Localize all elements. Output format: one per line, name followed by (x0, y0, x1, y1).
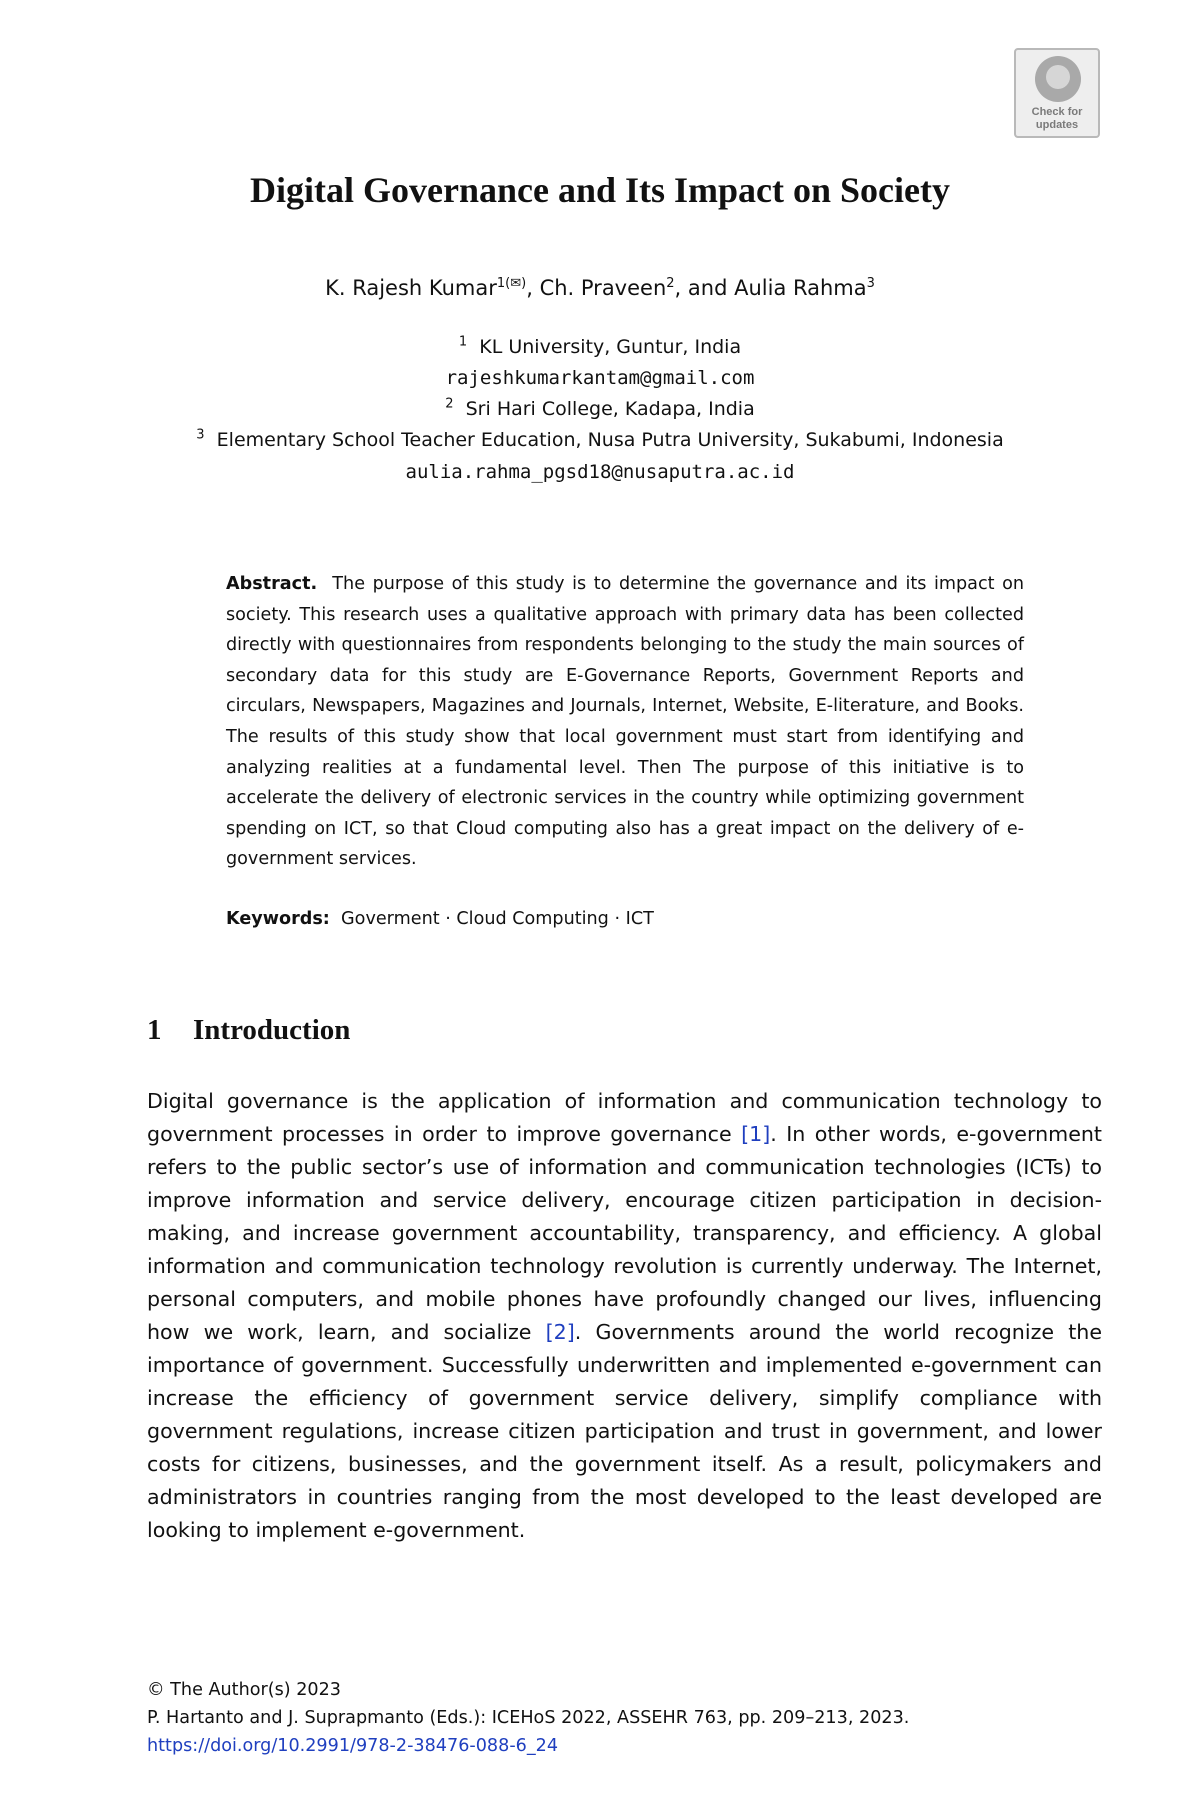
section-number: 1 (147, 1014, 162, 1046)
affiliation-1 (0, 334, 1200, 360)
body-text-part-2: . In other words, e-government refers to the public sector’s use of information and communication technologies (ICTs) to improve information and service delivery, encourage citizen participation in decision-making, and increase government accountability, transparency, and efficiency. A global information and communication technology revolution is currently underway. The Internet, personal computers, and mobile phones have profoundly changed our lives, influencing how we work, learn, and socialize (147, 1122, 1102, 1344)
section-heading-introduction (147, 1012, 350, 1048)
keywords-label: Keywords: (226, 909, 330, 929)
affiliation-1-text: KL University, Guntur, India (479, 336, 742, 358)
abstract-label: Abstract. (226, 574, 318, 594)
affiliation-2-num: 2 (445, 396, 454, 412)
check-for-updates-badge[interactable] (1014, 48, 1100, 138)
author-separator-2: , and (674, 276, 735, 300)
author-1-name: K. Rajesh Kumar (325, 276, 497, 300)
affiliation-1-num: 1 (458, 334, 468, 350)
abstract (226, 569, 1024, 875)
affiliation-3-text: Elementary School Teacher Education, Nusa Putra University, Sukabumi, Indonesia (216, 429, 1004, 451)
author-2-name: Ch. Praveen (539, 276, 667, 300)
badge-text: Check for updates (1031, 106, 1083, 131)
keywords (226, 904, 1024, 934)
email-3-text[interactable]: aulia.rahma_pgsd18@nusaputra.ac.id (405, 461, 795, 483)
footer (147, 1676, 909, 1760)
affiliation-3-num: 3 (196, 427, 205, 443)
citation-link-1[interactable]: [1] (741, 1122, 771, 1146)
email-3[interactable] (0, 459, 1200, 485)
abstract-text: The purpose of this study is to determine the governance and its impact on society. This research uses a qualitative approach with primary data has been collected directly with questionnaires from respondents belonging to the study the main sources of secondary data for this study are E-Governance Reports, Government Reports and circulars, Newspapers, Magazines and Journals, Internet, Website, E-literature, and Books. The results of this study show that local government must start from identifying and analyzing realities at a fundamental level. Then The purpose of this initiative is to accelerate the delivery of electronic services in the country while optimizing government spending on ICT, so that Cloud computing also has a great impact on the delivery of e-government services. (226, 574, 1024, 870)
doi-link[interactable]: https://doi.org/10.2991/978-2-38476-088-6_24 (147, 1736, 559, 1756)
check-updates-icon (1035, 56, 1081, 102)
affiliation-2-text: Sri Hari College, Kadapa, India (465, 398, 755, 420)
keywords-text: Goverment · Cloud Computing · ICT (341, 909, 654, 929)
author-1-affil-mail-icon[interactable]: 1(✉) (496, 276, 527, 291)
section-title: Introduction (193, 1014, 351, 1046)
paper-title: Digital Governance and Its Impact on Society (250, 170, 950, 210)
affiliation-3 (0, 427, 1200, 453)
author-3-affil: 3 (866, 276, 875, 291)
copyright-line: © The Author(s) 2023 (147, 1680, 341, 1700)
author-2-affil: 2 (666, 276, 675, 291)
body-text-part-3: . Governments around the world recognize the importance of government. Successfully underwritten and implemented e-government can increase the efficiency of government service delivery, simplify compliance with government regulations, increase citizen participation and trust in government, and lower costs for citizens, businesses, and the government itself. As a result, policymakers and administrators in countries ranging from the most developed to the least developed are looking to implement e-government. (147, 1320, 1102, 1542)
body-text-part-1: Digital governance is the application of information and communication technology to government processes in order to improve governance (147, 1089, 1102, 1146)
citation-link-2[interactable]: [2] (545, 1320, 575, 1344)
email-1-text[interactable]: rajeshkumarkantam@gmail.com (445, 367, 755, 389)
introduction-paragraph (147, 1085, 1102, 1547)
author-separator-1: , (526, 276, 540, 300)
affiliation-2 (0, 396, 1200, 422)
author-3-name: Aulia Rahma (734, 276, 867, 300)
author-line (0, 274, 1200, 302)
citation-line: P. Hartanto and J. Suprapmanto (Eds.): ICEHoS 2022, ASSEHR 763, pp. 209–213, 2023. (147, 1708, 910, 1728)
email-1[interactable] (0, 365, 1200, 391)
